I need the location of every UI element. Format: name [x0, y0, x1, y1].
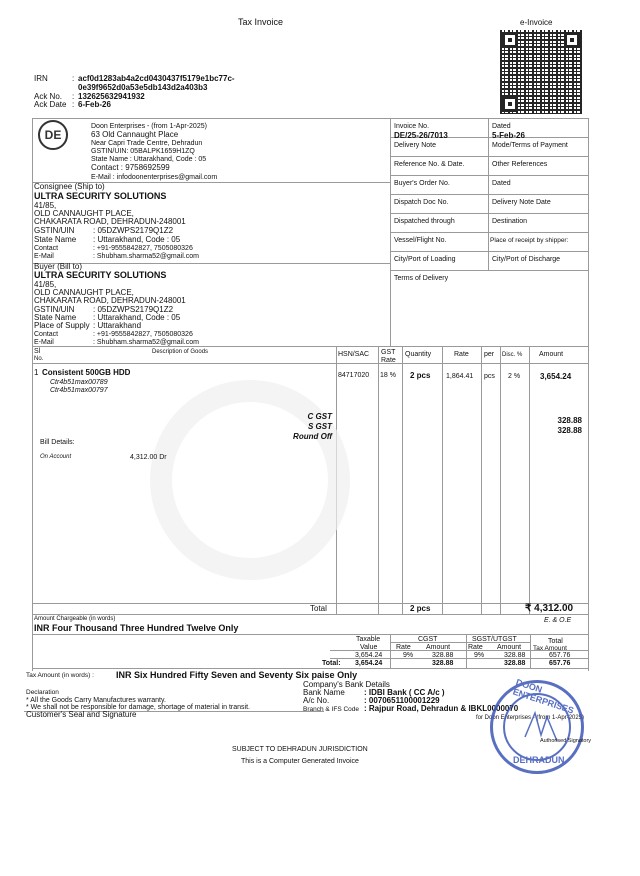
buyer-pos-label: Place of Supply [34, 321, 90, 330]
buyer-pos: : Uttarakhand [93, 321, 142, 330]
watermark-logo-icon [150, 380, 350, 580]
tax-col-taxable: Taxable [356, 636, 381, 643]
signature-for: for Doon Enterprises - (from 1-Apr-2025) [476, 715, 585, 721]
item-amount: 3,654.24 [540, 372, 572, 381]
tax-col-cgst-rate: Rate [396, 644, 411, 651]
dispatched-through-label: Dispatched through [394, 218, 455, 225]
bank-ifsc: : Rajpur Road, Dehradun & IBKL0000070 [364, 704, 519, 713]
tax-col-sgst-rate: Rate [468, 644, 483, 651]
round-off-label: Round Off [293, 432, 332, 441]
tax-row-total: 657.76 [549, 652, 571, 659]
buyer-gstin-label: GSTIN/UIN [34, 305, 75, 314]
qr-code-icon [500, 30, 582, 114]
irn-label: IRN [34, 74, 48, 83]
seller-address2: Near Capri Trade Centre, Dehradun [91, 140, 203, 147]
buyer-addr3: CHAKARATA ROAD, DEHRADUN-248001 [34, 296, 186, 305]
dispatch-doc-label: Dispatch Doc No. [394, 199, 449, 206]
tax-row-cgst-rate: 9% [403, 652, 414, 659]
consignee-state: : Uttarakhand, Code : 05 [93, 235, 181, 244]
tax-words-label: Tax Amount (in words) : [26, 672, 94, 679]
company-stamp-icon [490, 676, 584, 774]
bank-ifsc-label: Branch & IFS Code [303, 706, 359, 713]
col-rate: Rate [454, 351, 469, 358]
tax-col-value: Value [360, 644, 378, 651]
authorised-signatory-label: Authorised Signatory [540, 738, 592, 744]
item-serial-2: Ctr4b51max00797 [50, 387, 108, 394]
delivery-note-label: Delivery Note [394, 142, 437, 149]
bank-title: Company's Bank Details [303, 680, 390, 689]
buyer-contact-label: Contact [34, 331, 59, 338]
consignee-addr2: OLD CANNAUGHT PLACE, [34, 209, 134, 218]
col-quantity: Quantity [405, 351, 432, 358]
tax-col-sgst: SGST/UTGST [472, 636, 517, 643]
customer-seal-label: Customer's Seal and Signature [26, 710, 137, 719]
buyer-state: : Uttarakhand, Code : 05 [93, 313, 181, 322]
buyer-contact: : +91-9555842827, 7505080326 [93, 331, 193, 338]
tax-col-tax-amount: Tax Amount [533, 645, 567, 652]
consignee-gstin: : 05DZWPS2179Q1Z2 [93, 226, 174, 235]
sgst-label: S GST [307, 422, 332, 431]
declaration-label: Declaration [26, 689, 59, 696]
order-dated-label: Dated [492, 180, 511, 187]
jurisdiction-text: SUBJECT TO DEHRADUN JURISDICTION [232, 746, 368, 753]
total-amount: ₹ 4,312.00 [525, 603, 574, 614]
bank-ac: : 0070651100001229 [364, 696, 440, 705]
terms-delivery-label: Terms of Delivery [394, 275, 449, 282]
item-rate: 1,864.41 [446, 373, 474, 380]
buyer-state-label: State Name [34, 313, 77, 322]
invoice-no-label: Invoice No. [394, 123, 430, 130]
reference-no-label: Reference No. & Date. [394, 161, 465, 168]
on-account-value: 4,312.00 Dr [130, 454, 167, 461]
tax-total-total: 657.76 [549, 660, 571, 667]
total-label: Total [310, 604, 327, 613]
tax-col-sgst-amount: Amount [497, 644, 522, 651]
sgst-amount: 328.88 [557, 426, 582, 435]
tax-total-taxable: 3,654.24 [355, 660, 383, 667]
cgst-amount: 328.88 [557, 416, 582, 425]
col-disc: Disc. % [502, 352, 523, 358]
dated-value: 5-Feb-26 [492, 131, 525, 140]
tax-total-label: Total: [322, 660, 341, 667]
tax-col-cgst: CGST [418, 636, 438, 643]
consignee-label: Consignee (Ship to) [34, 182, 105, 191]
consignee-name: ULTRA SECURITY SOLUTIONS [34, 191, 167, 201]
col-gst-rate: Rate [381, 357, 396, 364]
consignee-addr1: 41/85, [34, 201, 57, 210]
seller-gstin: GSTIN/UIN: 05BALPK1659H1ZQ [91, 148, 195, 155]
amount-words-value: INR Four Thousand Three Hundred Twelve Only [34, 623, 239, 633]
seller-email: E-Mail : infodoonenterprises@gmail.com [91, 174, 218, 181]
tax-total-cgst: 328.88 [432, 660, 454, 667]
seller-state: State Name : Uttarakhand, Code : 05 [91, 156, 207, 163]
buyers-order-label: Buyer's Order No. [394, 180, 450, 187]
item-disc: 2 % [508, 373, 521, 380]
col-per: per [484, 351, 495, 358]
consignee-contact: : +91-9555842827, 7505080326 [93, 245, 193, 252]
bill-details-label: Bill Details: [40, 439, 75, 446]
col-amount: Amount [539, 351, 564, 358]
consignee-state-label: State Name [34, 235, 77, 244]
tax-row-taxable: 3,654.24 [355, 652, 383, 659]
einvoice-label: e-Invoice [520, 18, 553, 27]
bank-name-label: Bank Name [303, 688, 345, 697]
tax-col-total: Total [548, 638, 563, 645]
irn-value-2: 0e39f9652d0a53e5db143d2a403b3 [78, 83, 208, 92]
tax-row-sgst-amt: 328.88 [504, 652, 526, 659]
declaration-line1: * All the Goods Carry Manufactures warranty. [26, 697, 166, 704]
bank-name: : IDBI Bank ( CC A/c ) [364, 688, 445, 697]
destination-label: Destination [492, 218, 528, 225]
consignee-addr3: CHAKARATA ROAD, DEHRADUN-248001 [34, 217, 186, 226]
ack-date-value: 6-Feb-26 [78, 100, 111, 109]
seller-contact: Contact : 9758692599 [91, 163, 170, 172]
stamp-bottom-text: DEHRADUN [513, 755, 565, 765]
invoice-no-value: DE/25-26/7013 [394, 131, 448, 140]
col-no: No. [34, 356, 44, 362]
cgst-label: C GST [307, 412, 332, 421]
declaration-line2: * We shall not be responsible for damage, shortage of material in transit. [26, 704, 250, 711]
item-sl: 1 [34, 368, 39, 377]
item-hsn: 84717020 [338, 372, 370, 379]
mode-terms-label: Mode/Terms of Payment [492, 142, 568, 149]
city-discharge-label: City/Port of Discharge [492, 256, 561, 263]
buyer-email: : Shubham.sharma52@gmail.com [93, 339, 199, 346]
buyer-addr2: OLD CANNAUGHT PLACE, [34, 288, 134, 297]
col-sl: Sl [34, 348, 41, 355]
tax-row-sgst-rate: 9% [474, 652, 485, 659]
ack-no-value: 132625632941932 [78, 92, 145, 101]
on-account-label: On Account [40, 454, 72, 460]
consignee-gstin-label: GSTIN/UIN [34, 226, 75, 235]
col-hsn: HSN/SAC [338, 351, 370, 358]
ack-no-label: Ack No. [34, 92, 63, 101]
total-qty: 2 pcs [410, 604, 431, 613]
stamp-top-text: DOON ENTERPRISES [511, 676, 576, 716]
dated-label: Dated [492, 123, 511, 130]
item-per: pcs [484, 373, 495, 380]
consignee-email-label: E-Mail [34, 253, 54, 260]
irn-value-1: acf0d1283ab4a2cd0430437f5179e1bc77c- [78, 74, 235, 83]
vessel-label: Vessel/Flight No. [394, 237, 447, 244]
other-references-label: Other References [492, 161, 548, 168]
consignee-email: : Shubham.sharma52@gmail.com [93, 253, 199, 260]
company-logo-icon: DE [38, 120, 68, 150]
tax-words-value: INR Six Hundred Fifty Seven and Seventy Six paise Only [116, 670, 358, 680]
buyer-name: ULTRA SECURITY SOLUTIONS [34, 270, 167, 280]
amount-words-label: Amount Chargeable (in words) [34, 616, 116, 622]
item-description: Consistent 500GB HDD [42, 368, 131, 377]
buyer-gstin: : 05DZWPS2179Q1Z2 [93, 305, 174, 314]
seller-address1: 63 Old Cannaught Place [91, 130, 179, 139]
bank-ac-label: A/c No. [303, 696, 330, 705]
tax-col-cgst-amount: Amount [426, 644, 451, 651]
col-gst: GST [381, 349, 396, 356]
tax-total-sgst: 328.88 [504, 660, 526, 667]
buyer-addr1: 41/85, [34, 280, 57, 289]
delivery-note-date-label: Delivery Note Date [492, 199, 551, 206]
item-qty: 2 pcs [410, 371, 431, 380]
city-loading-label: City/Port of Loading [394, 256, 456, 263]
buyer-email-label: E-Mail [34, 339, 54, 346]
buyer-label: Buyer (Bill to) [34, 262, 83, 271]
seller-name: Doon Enterprises - (from 1-Apr-2025) [91, 123, 207, 130]
eoe-label: E. & O.E [544, 617, 572, 624]
tax-row-cgst-amt: 328.88 [432, 652, 454, 659]
place-receipt-label: Place of receipt by shipper: [490, 237, 569, 244]
computer-generated-text: This is a Computer Generated Invoice [241, 758, 359, 765]
item-gst: 18 % [380, 372, 396, 379]
col-description: Description of Goods [152, 349, 209, 355]
consignee-contact-label: Contact [34, 245, 59, 252]
invoice-title: Tax Invoice [238, 17, 284, 27]
item-serial-1: Ctr4b51max00789 [50, 379, 108, 386]
ack-date-label: Ack Date [34, 100, 67, 109]
